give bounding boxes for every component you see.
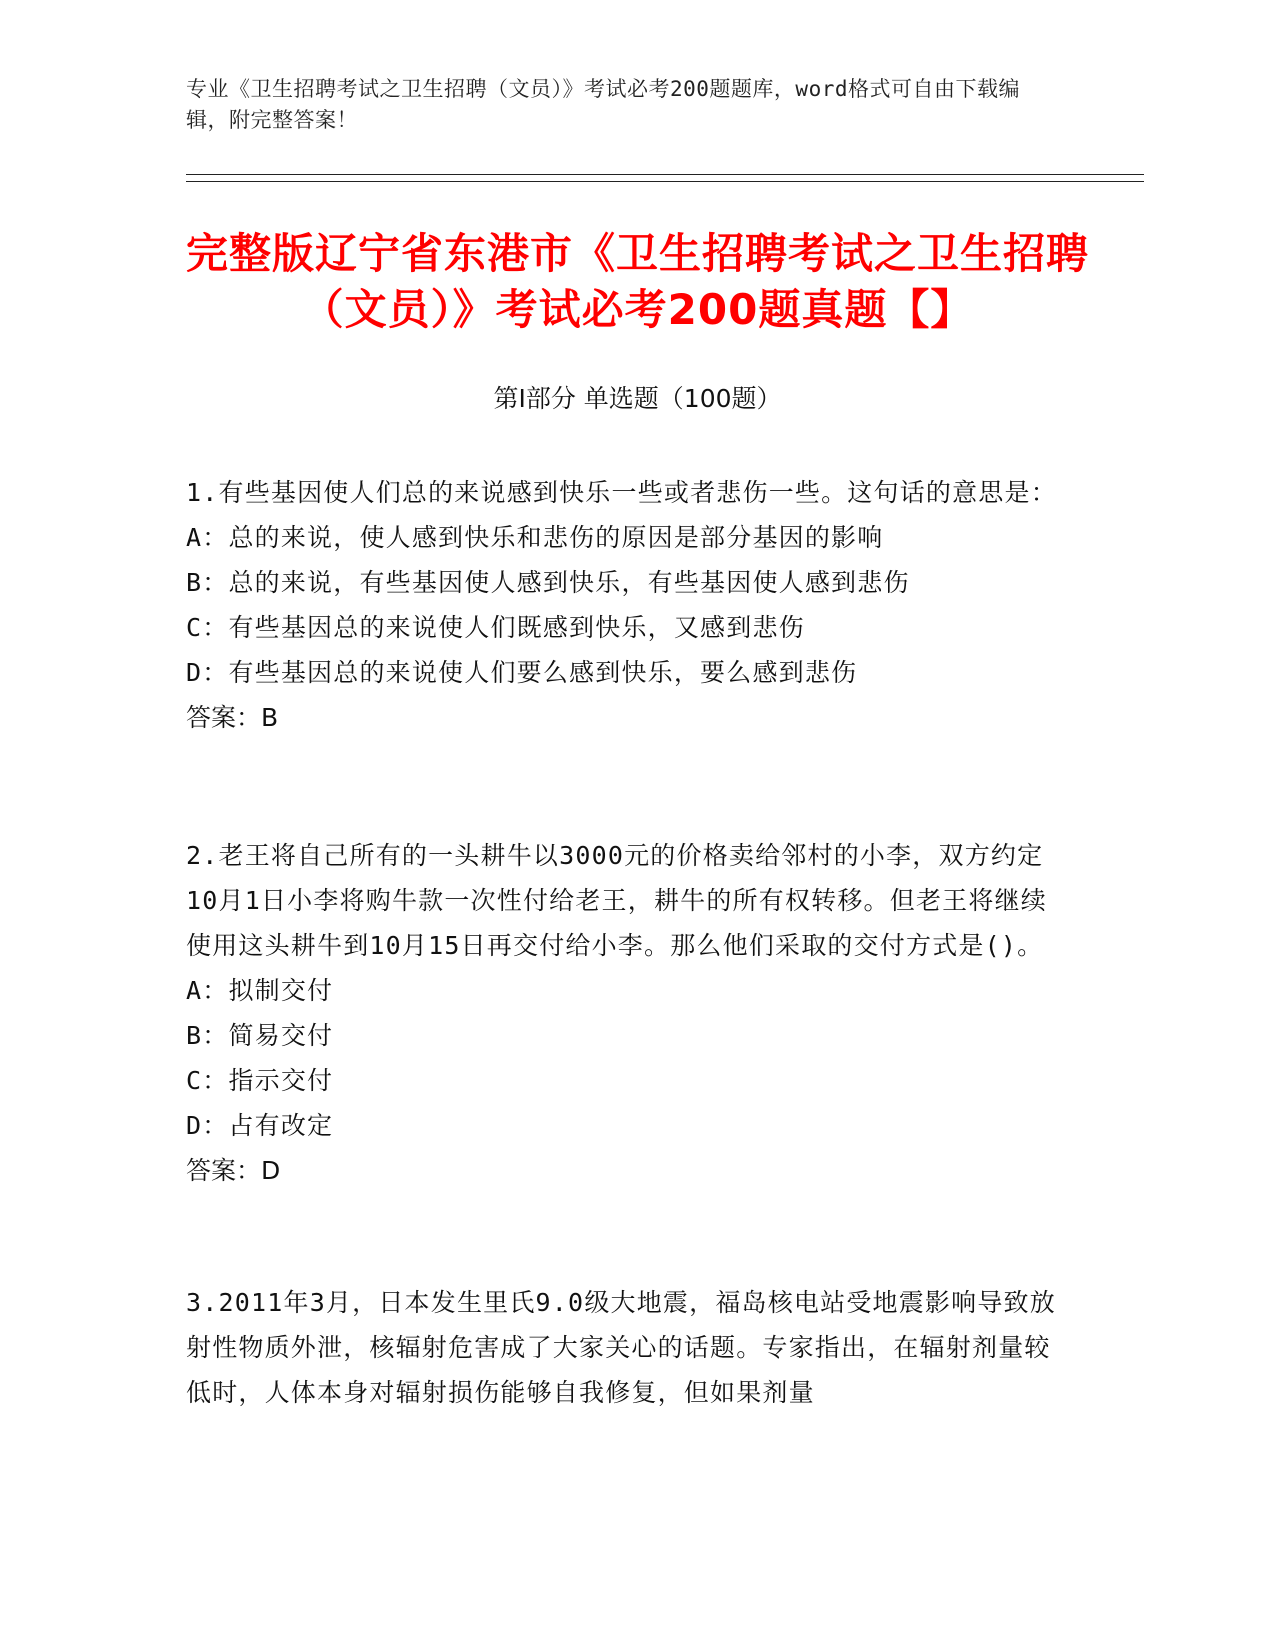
option-a: A：拟制交付 [186, 976, 334, 1005]
option-b: B：总的来说，有些基因使人感到快乐，有些基因使人感到悲伤 [186, 568, 910, 597]
option-c: C：指示交付 [186, 1066, 334, 1095]
question-1 [186, 470, 1066, 740]
answer: 答案：B [186, 703, 279, 732]
option-a: A：总的来说，使人感到快乐和悲伤的原因是部分基因的影响 [186, 523, 884, 552]
question-stem: 2.老王将自己所有的一头耕牛以3000元的价格卖给邻村的小李，双方约定10月1日小李将购牛款一次性付给老王，耕牛的所有权转移。但老王将继续使用这头耕牛到10月15日再交付给小李。那么他们采取的交付方式是()。 [186, 841, 1047, 960]
option-b: B：简易交付 [186, 1021, 334, 1050]
question-stem: 3.2011年3月，日本发生里氏9.0级大地震，福岛核电站受地震影响导致放射性物质外泄，核辐射危害成了大家关心的话题。专家指出，在辐射剂量较低时，人体本身对辐射损伤能够自我修复，但如果剂量 [186, 1288, 1056, 1407]
section-heading: 第Ⅰ部分 单选题（100题） [493, 384, 782, 413]
header-rule-bottom [186, 181, 1144, 182]
header-note: 专业《卫生招聘考试之卫生招聘（文员）》考试必考200题题库，word格式可自由下载编辑，附完整答案！ [186, 77, 1020, 132]
answer: 答案：D [186, 1156, 281, 1185]
option-c: C：有些基因总的来说使人们既感到快乐，又感到悲伤 [186, 613, 805, 642]
option-d: D：占有改定 [186, 1111, 334, 1140]
question-3 [186, 1280, 1066, 1415]
document-title: 完整版辽宁省东港市《卫生招聘考试之卫生招聘（文员）》考试必考200题真题【】 [186, 229, 1090, 334]
header-rule-top [186, 174, 1144, 175]
question-2 [186, 833, 1066, 1193]
option-d: D：有些基因总的来说使人们要么感到快乐，要么感到悲伤 [186, 658, 858, 687]
question-stem: 1.有些基因使人们总的来说感到快乐一些或者悲伤一些。这句话的意思是： [186, 478, 1057, 507]
